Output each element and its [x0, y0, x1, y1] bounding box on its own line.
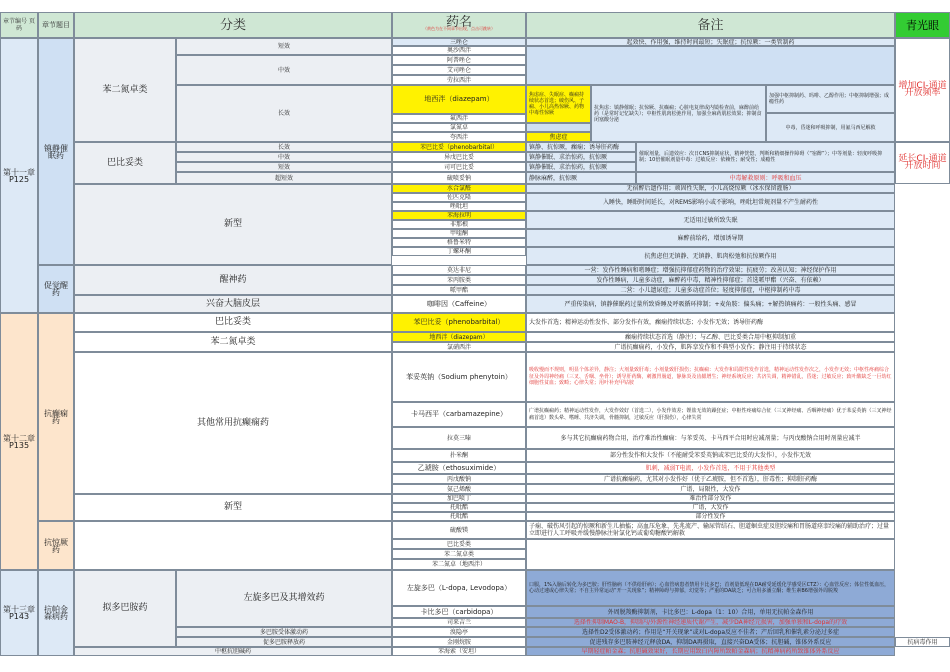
class-mid: 中效 [176, 55, 392, 85]
remark-flurazepam-gap [526, 123, 591, 132]
remark-barb-rescue: 中毒解救原则：呼吸和血压 [636, 172, 895, 184]
remark-buspirone: 抗焦虑但无镇静、无镇静、肌肉松弛和抗惊厥作用 [526, 247, 895, 265]
remark-bzd-toxicity: 中毒，昏迷和呼吸抑制，用氟马西尼解救 [766, 113, 895, 142]
class-new: 新型 [74, 184, 392, 265]
header-drug [392, 12, 526, 38]
class-cns: 兴奋大脑皮层 [74, 295, 392, 313]
drug-ethosuximide: 乙琥胺（ethosuximide） [392, 462, 526, 474]
drug-carbamazepine: 卡马西平（carbamazepine） [392, 402, 526, 427]
remark-levodopa: 口服，1%入脑后转化为多巴胺；肝性脑病（不供给肝病）；心血管病患者禁用卡比多巴；首剂量低现在DA耐受延缓化学感受区CTZ）：心血管反应；体位性低血压，心动过速或心律失常；不自主异常运动“开一关现象”；精神障碍与抑郁，幻觉等；严重的DA缺乏；可合用多潘立酮；维生素B6增强外周脱羧 [526, 570, 895, 606]
remark-methylphenidate: 二营：小儿遗尿症；儿童多动症首位；轻度抑郁症，中枢抑制药中毒 [526, 285, 895, 295]
class-anticonvulsant-blank [74, 521, 392, 570]
class-da-agonist: 多巴胺受体激动药 [176, 627, 392, 637]
drug-amantadine: 金刚烷胺 [392, 637, 526, 647]
drug-magnesium-sulfate: 硫酸镁 [392, 521, 526, 539]
drug-estazolam: 艾司唑仑 [392, 65, 526, 75]
drug-valproate: 丙戊酸钠 [392, 474, 526, 484]
drug-topiramate: 托吡酯 [392, 503, 526, 512]
drug-phenytoin: 苯妥英钠（Sodium phenytoin） [392, 352, 526, 402]
remark-short-mid-block [526, 46, 895, 85]
remark-lamotrigine: 多与其它抗癫痫药物合用，治疗难治性癫痫：与苯妥英、卡马西平合用时应减剂量；与丙戊酸钠合用时剂量应减半 [526, 427, 895, 449]
drug-amphetamines: 苯丙胺类 [392, 275, 526, 285]
drug-zopiclone: 佐匹克隆 [392, 193, 526, 202]
drug-glutethimide: 格鲁米特 [392, 238, 526, 247]
drug-carbidopa: 卡比多巴（carbidopa） [392, 606, 526, 618]
remark-magnesium-sulfate: 子痫、破伤风引起的惊厥和新生儿抽搐；高血压危象、先兆流产、输尿管结石、胆道蛔虫症及胆绞痛和胃肠道痉挛绞痛的辅助治疗；过量立即进行人工呼吸并缓慢静脉注射氯化钙或葡萄糖酸钙解救 [526, 521, 895, 539]
section-antiepileptic: 抗癫痫药 [38, 313, 74, 521]
drug-chloral-hydrate[interactable]: 水合氯醛 [392, 184, 526, 193]
remark-zolpidem: 入睡快，睡眠时间延长，对REMS影响小或不影响，唑吡坦常规剂量不产生耐药性 [526, 193, 895, 211]
drug-primidone: 扑米酮 [392, 449, 526, 462]
drug-quazepam: 夸西泮 [392, 132, 526, 142]
class-levodopa: 左旋多巴及其增效药 [176, 570, 392, 627]
class-da-release: 促多巴胺释放药 [176, 637, 392, 647]
header-classification: 分类 [74, 12, 392, 38]
glaucoma-bzd: 增加CI-通道开放频率 [895, 38, 950, 142]
remark-diphenhydramine: 无适用过敏所致失眠 [526, 211, 895, 229]
drug-chlordiazepoxide: 氯氮卓 [392, 123, 526, 132]
section-antiparkinson: 抗帕金森病药 [38, 570, 74, 656]
remark-ethosuximide: 肌刺，减弱T电流，小发作首选，不用于其他类型 [526, 462, 895, 474]
header-glaucoma: 青光眼 [895, 12, 950, 38]
drug-methaqualone: 甲喹酮 [392, 229, 526, 238]
remark-amphetamines: 发作性睡病，儿童多动症，麻醉药中毒，精神性抑郁症；首选哌甲酯（兴奋、有依赖） [526, 275, 895, 285]
glaucoma-barb: 延长CI-通道开放时间 [895, 142, 950, 184]
remark-selegiline: 选择性抑制MAO-B，抑制内/外源性神经递质代谢产生，减少DA神经元损害，加强单独和L-dopa的疗效 [526, 618, 895, 627]
drug-methylphenidate: 哌甲酯 [392, 285, 526, 295]
class-other: 其他常用抗癫痫药 [74, 352, 392, 494]
chapter-13-cell: 第十三章 P143 [0, 570, 38, 656]
drug-lamotrigine: 拉莫三嗪 [392, 427, 526, 449]
drug-promethazine: 非那根 [392, 220, 526, 229]
glaucoma-antiviral: 抗病毒作用 [895, 637, 950, 647]
remark-modafinil: 一营：发作性睡病和嗜睡症；增强抗抑郁症药物的治疗效果；抗疲劳；改善认知；神经保护作用 [526, 265, 895, 275]
remark-amobarbital: 镇静催眠、求治惊药，抗惊厥 [526, 152, 636, 162]
drug-caffeine: 咖啡因（Caffeine） [392, 295, 526, 313]
drug-phenobarbital[interactable]: 苯巴比妥（phenobarbital） [392, 142, 526, 152]
drug-diazepam[interactable]: 地西泮（diazepam） [392, 85, 526, 114]
remark-bzd-interaction: 加强中枢抑制药、吗啡、乙醇作用；中枢抑制增强；成瘾性药 [766, 85, 895, 113]
drug-diphenhydramine[interactable]: 苯海拉明 [392, 211, 526, 220]
class-ultra: 超短效 [176, 172, 392, 184]
remark-topiramate: 广谱，大发作 [526, 503, 895, 512]
drug-oxazepam: 奥沙西泮 [392, 46, 526, 55]
remark-barb-effects: 催眠剂量，后遗效应：次日CNS抑制症状，精神恍惚，判断和精细操作障碍（“宿醉”）；中等剂量：轻度呼吸抑制；10倍催眠剂量中毒：过敏反应：依赖性；耐受性；成瘾性 [636, 142, 895, 172]
drug-diazepam-3: 苯二氮卓（地西泮） [392, 559, 526, 570]
drug-flurazepam: 氟西泮 [392, 114, 526, 123]
chapter-11-cell: 第十一章 P125 [0, 38, 38, 313]
remark-clonazepam: 广谱抗癫痫药，小发作，肌阵挛发作和不典型小发作；静注用于持续状态 [526, 342, 895, 352]
drug-topiramate-2: 托吡酯 [392, 512, 526, 521]
drug-thiopental: 硫喷妥钠 [392, 172, 526, 184]
remark-methaqualone: 麻醉前给药，增加诱导期 [526, 229, 895, 247]
drug-trihexyphenidyl: 苯海索（安坦） [392, 647, 526, 656]
class-short2: 短效 [176, 162, 392, 172]
remark-diazepam-use: 焦虑症、失眠症、癫痫持续状态首选；破伤风、子痫、小儿高热惊厥、药物中毒性惊厥 [526, 85, 591, 123]
class-barb: 巴比妥类 [74, 142, 176, 184]
drug-buspirone: 丁螺环酮 [392, 247, 526, 256]
remark-carbamazepine: 广谱抗癫痫药；精神运动性发作，大发作效好（首选二），小发作效差；锂盐无效的躁狂症；中枢性疼痛综合征（三叉神经痛、舌咽神经痛）优于苯妥英钠（三叉神经痛首选）数头晕、嗜睡、共济失调，骨髓抑制，过敏反应（肝损伤），心律失常 [526, 402, 895, 427]
chapter-12-cell: 第十二章 P135 [0, 313, 38, 570]
class-short: 短效 [176, 38, 392, 55]
remark-primidone: 部分性发作和大发作（不能耐受苯妥英钠或苯巴比妥的大发作），小发作无效 [526, 449, 895, 462]
header-drug-note[interactable]: （黄色为在不同章节出现，点击可跳转） [423, 26, 495, 31]
class-new2: 新型 [74, 494, 392, 521]
remark-gabapentin: 难治性部分发作 [526, 494, 895, 503]
section-sedative: 镇静催眠药 [38, 38, 74, 265]
class-long: 长效 [176, 85, 392, 142]
class-anticholinergic: 中枢抗胆碱药 [74, 647, 392, 656]
drug-levodopa: 左旋多巴（L-dopa, Levodopa） [392, 570, 526, 606]
drug-gabapentin: 加巴喷丁 [392, 494, 526, 503]
class-bzd: 苯二氮卓类 [74, 38, 176, 142]
section-arousal: 促觉醒药 [38, 265, 74, 313]
header-chapter-page: 章节编号 页码 [0, 12, 38, 38]
section-anticonvulsant: 抗惊厥药 [38, 521, 74, 570]
drug-secobarbital: 司可巴比妥 [392, 162, 526, 172]
drug-modafinil: 莫达非尼 [392, 265, 526, 275]
remark-secobarbital: 镇静催眠、求治惊药，抗惊厥 [526, 162, 636, 172]
class-wake: 醒神药 [74, 265, 392, 295]
drug-diazepam-2[interactable]: 地西泮（diazepam） [392, 332, 526, 342]
remark-caffeine: 严重传染病，镇静催眠药过量所致昏睡及呼吸循环抑制；+麦角胺：偏头痛；+解热镇痛药：一般性头痛、感冒 [526, 295, 895, 313]
drug-bromocriptine: 溴隐亭 [392, 627, 526, 637]
remark-phenytoin: 吸收慢而不规则，明显个体差异，静注；大剂量致肝毒；小剂量致肝损伤；抗癫痫：大发作和局限性发作首选，精神运动性发作次之，小发作无效；中枢性疼痛综合征及外周神经痛（三叉、舌咽、坐骨）；诱导肝药酶，刺激胃肠道，静脉炎及齿龈增生；神经系统反应；共济失调，精神错乱，昏迷；过敏反应；致叶酸缺乏一巨幼红细胞性贫血；致畸；心律失常；用叶补充甲钴胺 [526, 352, 895, 402]
class-mid2: 中效 [176, 152, 392, 162]
drug-lorazepam: 劳拉西泮 [392, 75, 526, 85]
drug-amobarbital: 异戊巴比妥 [392, 152, 526, 162]
header-remarks: 备注 [526, 12, 895, 38]
remark-thiopental: 静脉麻醉，抗惊厥 [526, 172, 636, 184]
remark-anticonvulsant-blank [526, 539, 895, 570]
class-dopa: 拟多巴胺药 [74, 570, 176, 647]
remark-valproate: 广谱抗癫痫药，尤其对小发作好（优于乙琥胺，但不首选），肝毒性；抑制肝药酶 [526, 474, 895, 484]
header-drug-title: 药名 [445, 15, 472, 30]
remark-anxiety: 焦虑症 [526, 132, 591, 142]
drug-alprazolam: 阿普唑仑 [392, 55, 526, 65]
remark-phenobarbital: 镇静、抗惊厥，癫痫；诱导肝药酶 [526, 142, 636, 152]
remark-amantadine: 促进残存多巴胺神经元释放DA，抑制DA再摄取，直接兴奋DA受体；抗胆碱，锥体外系反应 [526, 637, 895, 647]
drug-clonazepam: 氯硝西泮 [392, 342, 526, 352]
remark-bzd-effects: 抗焦虑：镇静催眠；抗惊厥、抗癫痫；心脏电复律或内镜检查前，麻醉前给药（是常时记忆缺失）；中枢性肌肉松弛作用，加强全麻药肌松效果；抑制食闭塞酸分泌 [591, 85, 766, 142]
drug-selegiline: 司来吉兰 [392, 618, 526, 627]
remark-phenobarbital-2: 大发作首选；精神运动性发作、部分发作有效，癫痫持续状态；小发作无效；诱导肝药酶 [526, 313, 895, 332]
remark-vigabatrin: 广谱，局限性，大发作 [526, 484, 895, 494]
drug-triazolam: 三唑仑 [392, 38, 526, 46]
drug-vigabatrin: 氨己烯酸 [392, 484, 526, 494]
class-long2: 长效 [176, 142, 392, 152]
class-barb2: 巴比妥类 [74, 313, 392, 332]
header-chapter: 章节题目 [38, 12, 74, 38]
drug-benzodiazepines: 苯二氮卓类 [392, 549, 526, 559]
remark-diazepam-2: 癫痫持续状态首选（静注）；与乙醇、巴比妥类合用中枢抑制加重 [526, 332, 895, 342]
remark-bromocriptine: 选择性D2受体激动药；作用是“开关现象”或对L-dopa反应不佳者；产后回乳和催乳素分泌过多症 [526, 627, 895, 637]
remark-triazolam: 起效快、作用强，维持时间最短；失眠症；抗惊厥：一类管制药 [526, 38, 895, 46]
class-bzd2: 苯二氮卓类 [74, 332, 392, 352]
remark-topiramate-2: 部分性发作 [526, 512, 895, 521]
remark-chloral: 无宿醉后遗作用；顽固性失眠，小儿高烧惊厥（冰水保留灌肠） [526, 184, 895, 193]
remark-trihexyphenidyl: 早期轻症帕金森；抗胆碱效果好，长期应用致白内障所致帕金森病；抗精神病药所致锥体外系反应 [526, 647, 895, 656]
remark-carbidopa: 外周脱羧酶抑制剂，卡比多巴：L-dopa（1：10）合用，单用无抗帕金森作用 [526, 606, 895, 618]
drug-barbiturates: 巴比妥类 [392, 539, 526, 549]
drug-zolpidem: 唑吡坦 [392, 202, 526, 211]
drug-phenobarbital-2[interactable]: 苯巴比妥（phenobarbital） [392, 313, 526, 332]
